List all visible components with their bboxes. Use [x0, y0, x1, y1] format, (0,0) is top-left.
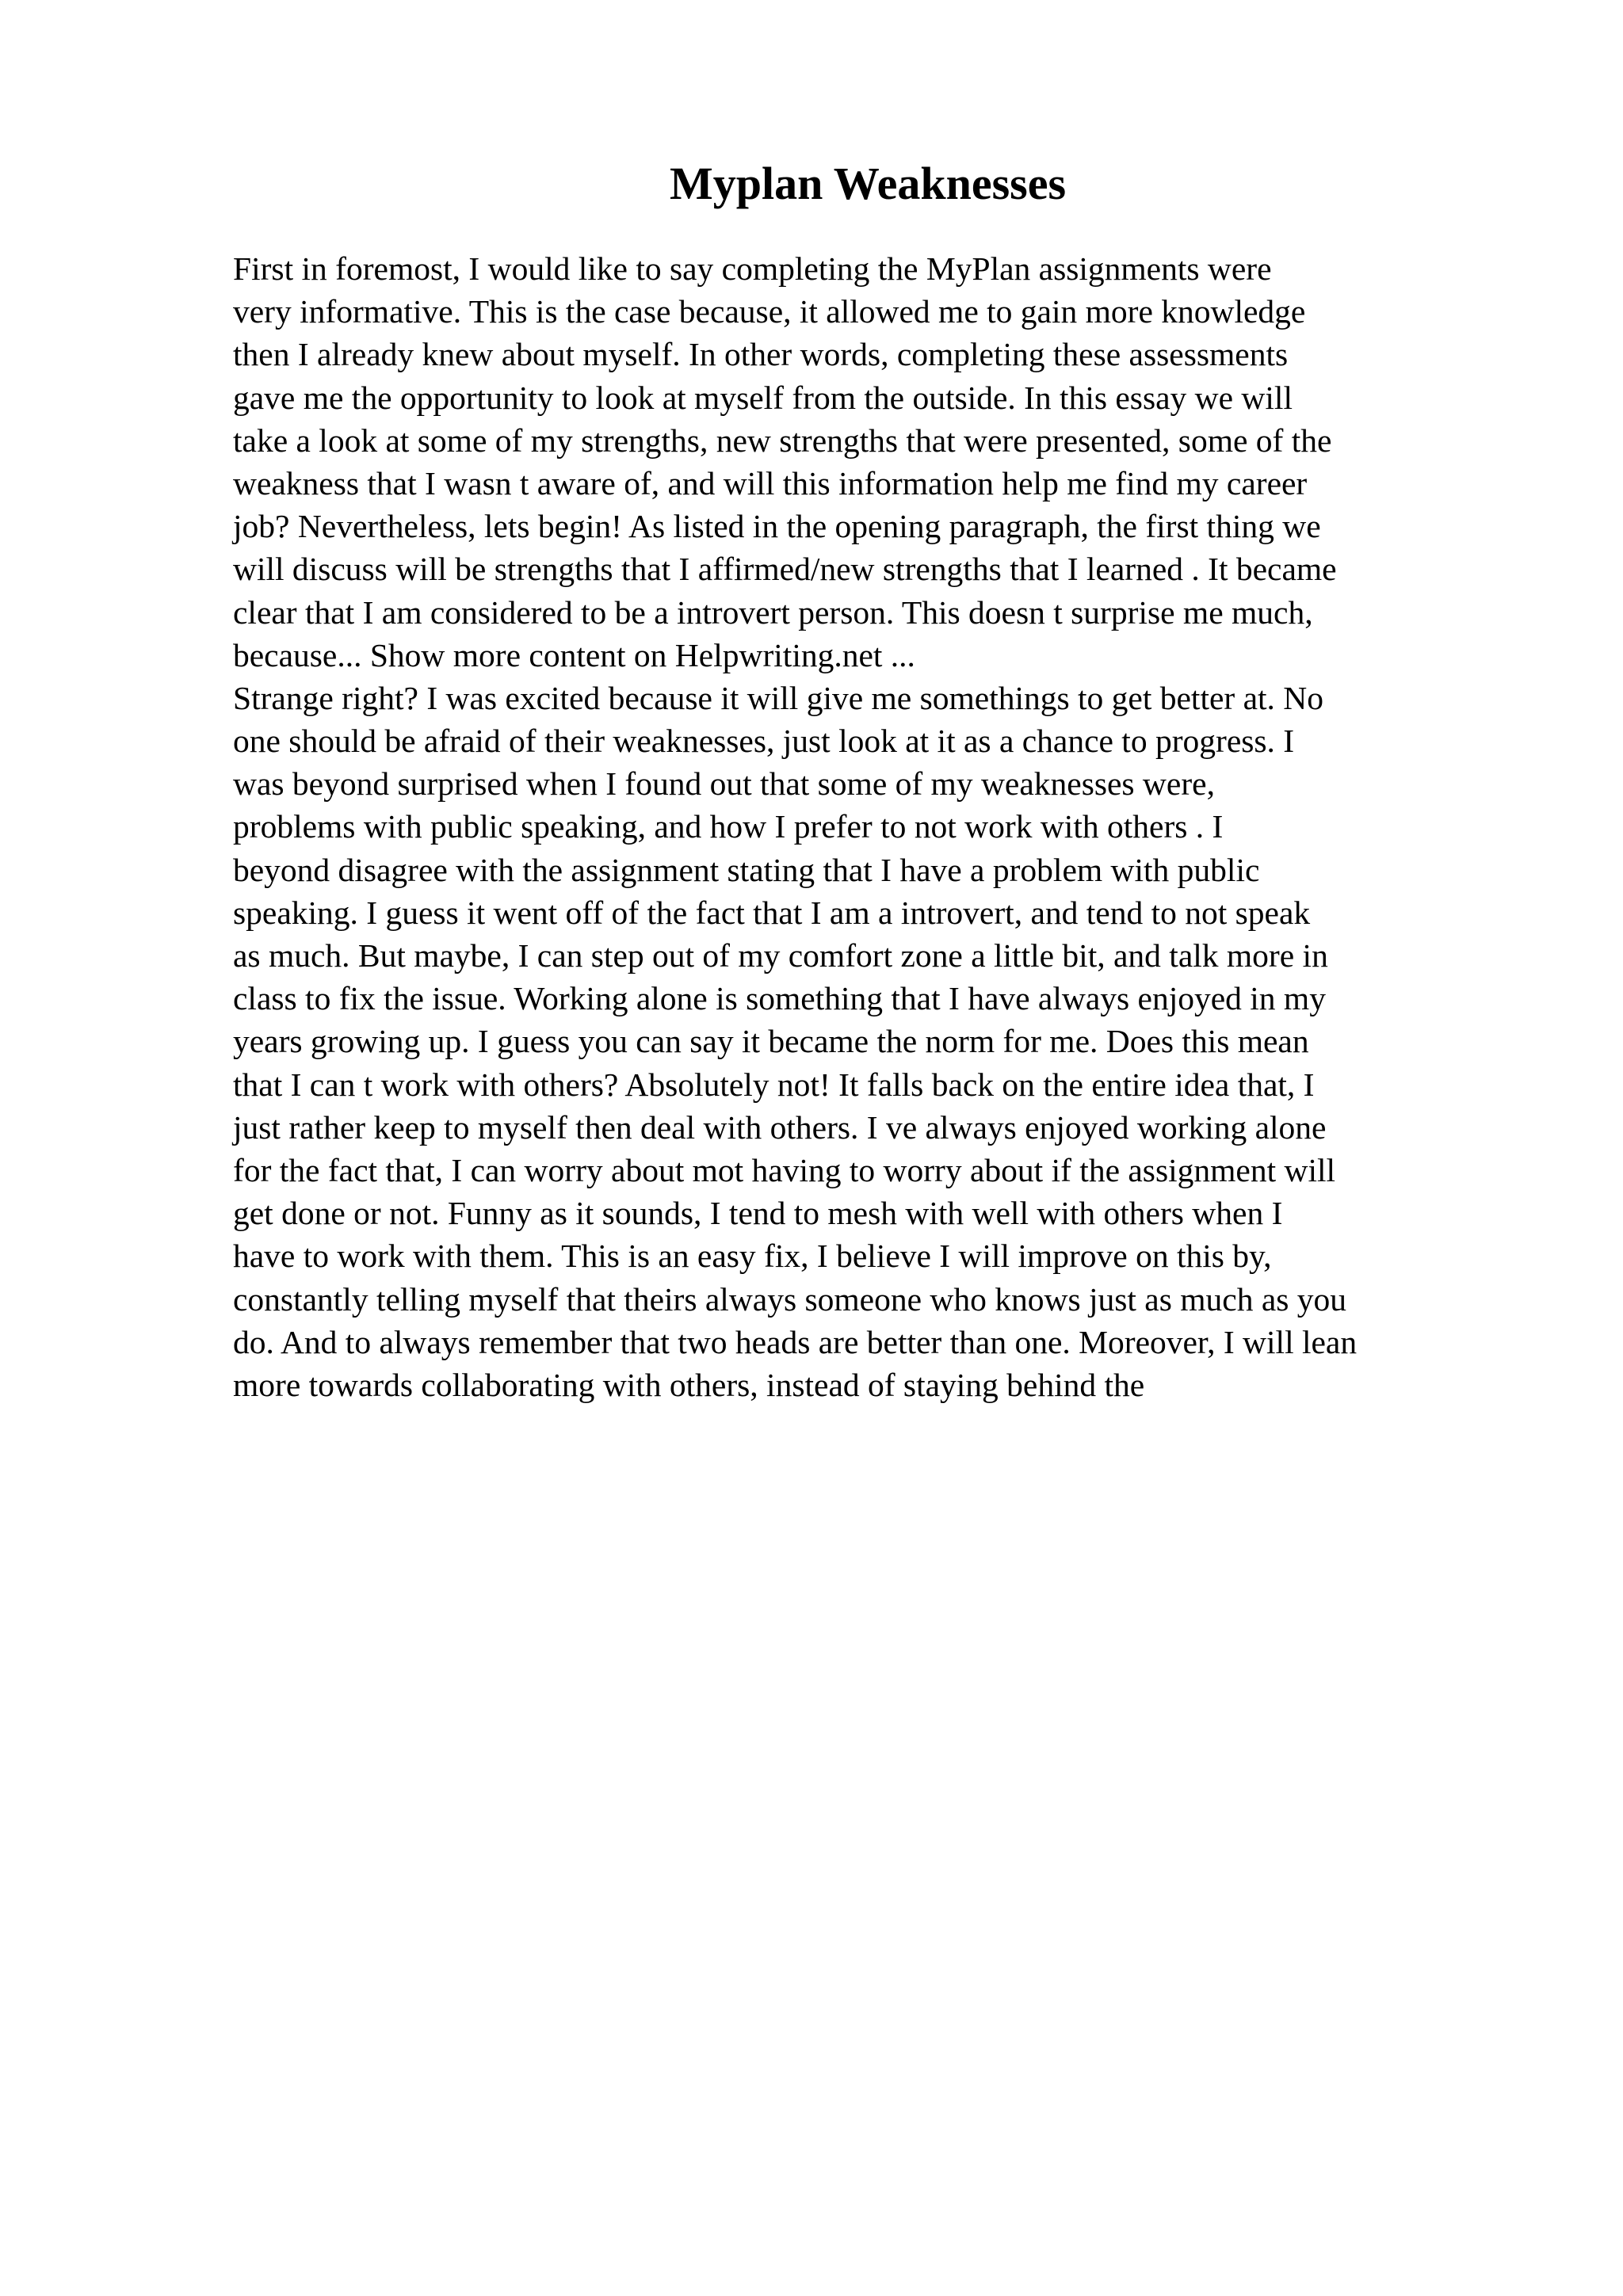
text-line: for the fact that, I can worry about mot having to worry about if the assignment will — [233, 1151, 1336, 1188]
text-line: will discuss will be strengths that I affirmed/new strengths that I learned . It became — [233, 551, 1337, 588]
text-line: have to work with them. This is an easy fix, I believe I will improve on this by, — [233, 1238, 1272, 1275]
text-line: one should be afraid of their weaknesses, just look at it as a chance to progress. I — [233, 723, 1295, 760]
text-line: get done or not. Funny as it sounds, I tend to mesh with well with others when I — [233, 1195, 1283, 1232]
text-line: First in foremost, I would like to say completing the MyPlan assignments were — [233, 250, 1272, 287]
text-line: problems with public speaking, and how I prefer to not work with others . I — [233, 808, 1224, 845]
text-line: very informative. This is the case because, it allowed me to gain more knowledge — [233, 293, 1306, 330]
text-line: Strange right? I was excited because it will give me somethings to get better at. No — [233, 679, 1324, 716]
text-line: just rather keep to myself then deal with others. I ve always enjoyed working alone — [233, 1108, 1327, 1146]
text-line: because... Show more content on Helpwriting.net ... — [233, 636, 915, 673]
document-title: Myplan Weaknesses — [669, 158, 1067, 209]
text-line: clear that I am considered to be a introvert person. This doesn t surprise me much, — [233, 593, 1313, 631]
text-line: job? Nevertheless, lets begin! As listed in the opening paragraph, the first thing we — [233, 508, 1321, 545]
text-line: constantly telling myself that theirs always someone who knows just as much as you — [233, 1280, 1347, 1318]
text-line: then I already knew about myself. In other words, completing these assessments — [233, 336, 1289, 373]
text-line: as much. But maybe, I can step out of my comfort zone a little bit, and talk more in — [233, 937, 1328, 974]
text-line: class to fix the issue. Working alone is something that I have always enjoyed in my — [233, 980, 1326, 1017]
text-line: more towards collaborating with others, instead of staying behind the — [233, 1366, 1145, 1403]
text-line: speaking. I guess it went off of the fact that I am a introvert, and tend to not speak — [233, 894, 1311, 931]
document-body — [233, 247, 1596, 1406]
text-line: years growing up. I guess you can say it became the norm for me. Does this mean — [233, 1023, 1309, 1060]
text-line: was beyond surprised when I found out that some of my weaknesses were, — [233, 765, 1215, 803]
text-line: gave me the opportunity to look at myself from the outside. In this essay we will — [233, 379, 1293, 416]
text-line: take a look at some of my strengths, new strengths that were presented, some of the — [233, 421, 1332, 459]
text-line: that I can t work with others? Absolutely not! It falls back on the entire idea that, I — [233, 1066, 1315, 1103]
text-line: beyond disagree with the assignment stating that I have a problem with public — [233, 851, 1260, 888]
text-line: do. And to always remember that two heads are better than one. Moreover, I will lean — [233, 1323, 1358, 1360]
text-line: weakness that I wasn t aware of, and will this information help me find my career — [233, 464, 1308, 502]
